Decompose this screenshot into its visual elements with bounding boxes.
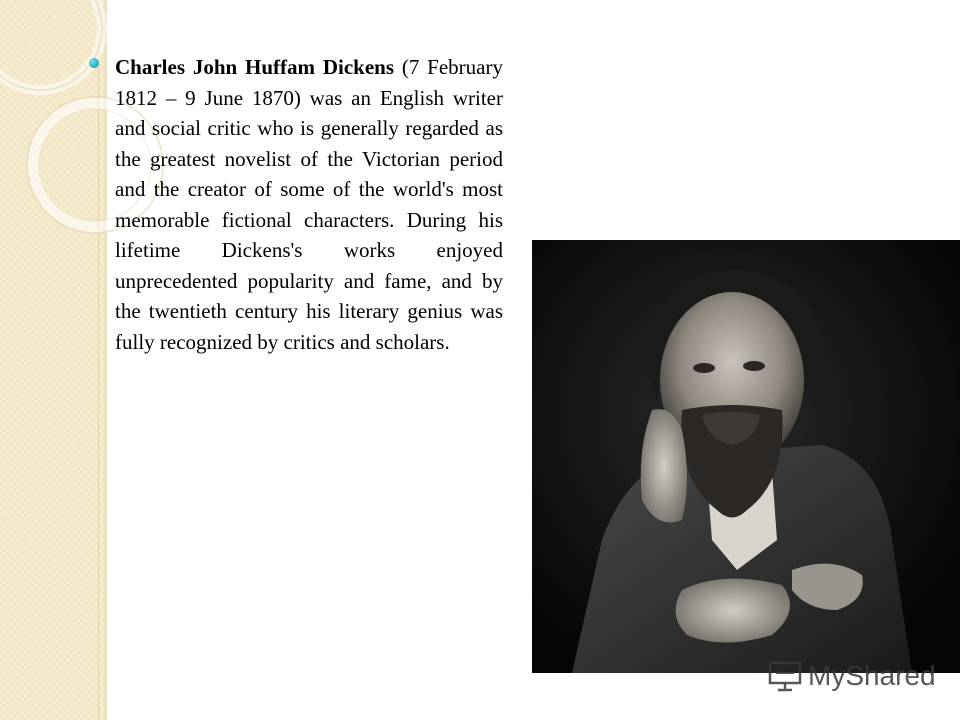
portrait-photo [532, 240, 960, 673]
biography-text: (7 February 1812 – 9 June 1870) was an English writer and social critic who is generally regarded as the greatest novelist of the Victorian period and the creator of some of the world's most memorable fictional characters. During his lifetime Dickens's works enjoyed unprecedented popularity and fame, and by the twentieth century his literary genius was fully recognized by critics and scholars. [115, 55, 503, 354]
decorative-side-band [0, 0, 104, 720]
watermark-text: MyShared [808, 660, 936, 691]
person-name: Charles John Huffam Dickens [115, 55, 395, 79]
side-divider-line [98, 0, 99, 720]
presentation-board-icon [768, 659, 802, 693]
watermark [768, 656, 936, 696]
bullet-icon [89, 58, 99, 68]
body-paragraph [115, 52, 503, 357]
side-border-line [104, 0, 107, 720]
